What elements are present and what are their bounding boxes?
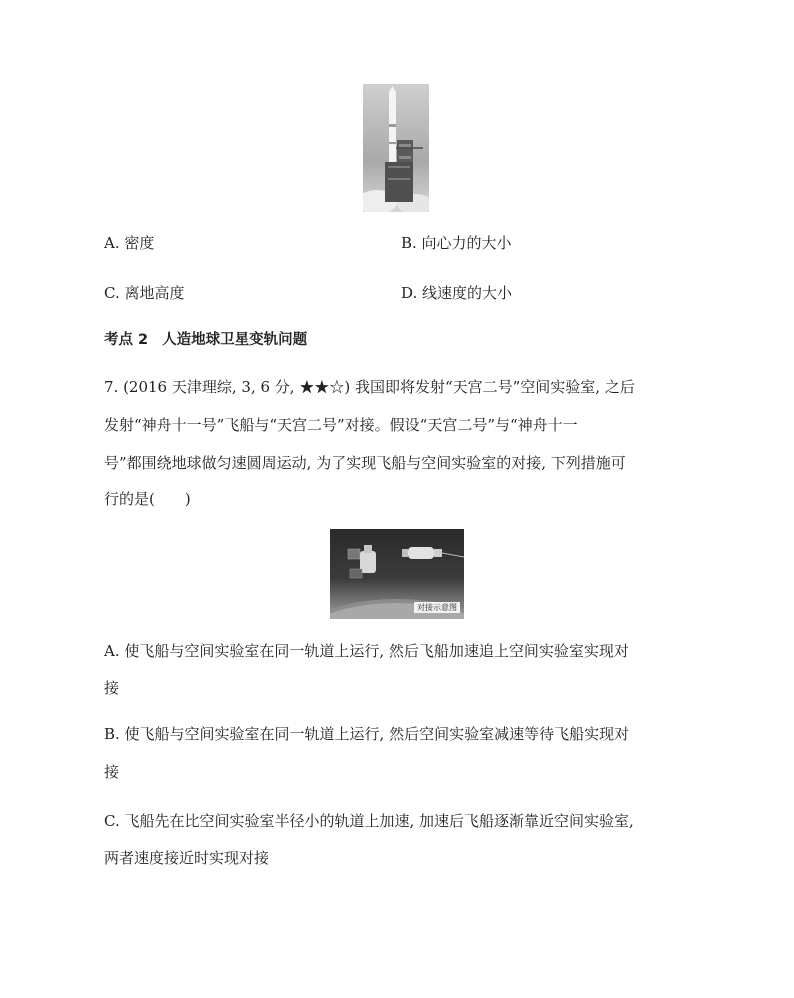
rocket-launch-illustration <box>363 84 429 212</box>
option-c: C. 离地高度 <box>104 284 185 302</box>
option-7a-line-1: A. 使飞船与空间实验室在同一轨道上运行, 然后飞船加速追上空间实验室实现对 <box>104 642 629 660</box>
question-7-line-2: 发射“神舟十一号”飞船与“天宫二号”对接。假设“天宫二号”与“神舟十一 <box>104 416 578 434</box>
option-b: B. 向心力的大小 <box>401 234 512 252</box>
question-7-line-4: 行的是( ) <box>104 490 191 508</box>
section-heading <box>104 330 307 350</box>
section-title: 人造地球卫星变轨问题 <box>162 332 308 348</box>
option-d: D. 线速度的大小 <box>401 284 513 302</box>
docking-figure <box>330 529 464 619</box>
option-7a-line-2: 接 <box>104 679 120 697</box>
figure-caption: 对接示意图 <box>414 602 460 613</box>
option-7c-line-1: C. 飞船先在比空间实验室半径小的轨道上加速, 加速后飞船逐渐靠近空间实验室, <box>104 812 634 830</box>
option-7b-line-2: 接 <box>104 763 120 781</box>
option-7b-line-1: B. 使飞船与空间实验室在同一轨道上运行, 然后空间实验室减速等待飞船实现对 <box>104 725 630 743</box>
option-7c-line-2: 两者速度接近时实现对接 <box>104 849 270 867</box>
question-7-line-1: 7. (2016 天津理综, 3, 6 分, ★★☆) 我国即将发射“天宫二号”空间实验室, 之后 <box>104 378 635 396</box>
section-label: 考点 2 <box>104 332 149 348</box>
rocket-launch-photo <box>363 84 429 212</box>
option-a: A. 密度 <box>104 234 155 252</box>
question-7-line-3: 号”都围绕地球做匀速圆周运动, 为了实现飞船与空间实验室的对接, 下列措施可 <box>104 454 626 472</box>
